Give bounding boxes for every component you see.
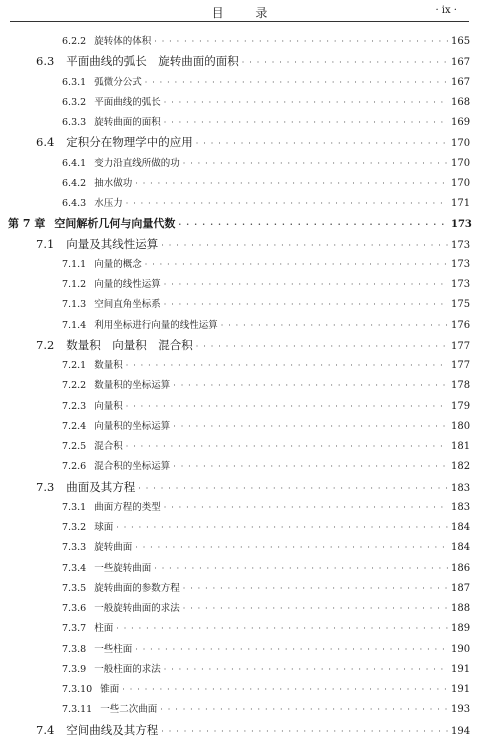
toc-entry-page: 184 [451, 522, 471, 533]
toc-entry-title: 一般旋转曲面的求法 [94, 603, 180, 614]
toc-subsection-entry[interactable] [0, 114, 479, 134]
toc-entry-number: 7.2.6 [62, 461, 87, 473]
toc-entry-page: 187 [451, 582, 471, 594]
toc-entry-title: 水压力 [94, 198, 123, 209]
toc-entry-number: 7.1.1 [62, 258, 87, 270]
toc-chapter-entry[interactable] [0, 215, 479, 235]
toc-entry-page: 170 [451, 157, 471, 169]
toc-entry-page: 182 [451, 461, 471, 473]
toc-entry-number: 6.3 [36, 54, 55, 69]
toc-entry-page: 176 [451, 319, 471, 331]
toc-entry-title: 柱面 [94, 623, 114, 635]
toc-entry-number: 7.2.1 [62, 360, 87, 371]
dot-leader [242, 58, 448, 67]
toc-entry-page: 167 [451, 57, 471, 69]
toc-entry-title: 旋转曲面的参数方程 [94, 582, 180, 594]
toc-subsection-entry[interactable] [0, 175, 479, 195]
dot-leader [164, 665, 448, 674]
header-rule [10, 21, 469, 22]
toc-subsection-entry[interactable] [0, 94, 479, 114]
toc-entry-page: 170 [451, 177, 471, 189]
toc-entry-number: 7.1 [36, 236, 55, 251]
toc-subsection-entry[interactable] [0, 377, 479, 397]
dot-leader [154, 37, 448, 46]
dot-leader [196, 342, 448, 351]
toc-entry-title: 一般柱面的求法 [94, 663, 161, 675]
toc-subsection-entry[interactable] [0, 256, 479, 276]
toc-entry-number: 6.4.2 [62, 177, 87, 189]
toc-subsection-entry[interactable] [0, 438, 479, 458]
toc-subsection-entry[interactable] [0, 519, 479, 539]
toc-entry-number: 7.2.4 [62, 420, 87, 432]
toc-entry-title: 旋转体的体积 [94, 36, 152, 47]
toc-section-entry[interactable] [0, 236, 479, 256]
toc-entry-title: 旋转曲面 [94, 542, 133, 554]
toc-subsection-entry[interactable] [0, 398, 479, 418]
toc-subsection-entry[interactable] [0, 499, 479, 519]
toc-entry-number: 7.3.8 [62, 643, 87, 655]
toc-entry-number: 7.3.7 [62, 623, 87, 635]
toc-entry-title: 平面曲线的弧长 [94, 96, 161, 108]
toc-entry-number: 7.1.3 [62, 299, 87, 311]
toc-entry-page: 191 [451, 663, 471, 675]
toc-section-entry[interactable] [0, 53, 479, 73]
toc-entry-page: 193 [451, 704, 471, 716]
toc-entry-number: 7.3.5 [62, 582, 87, 594]
toc-subsection-entry[interactable] [0, 155, 479, 175]
toc-entry-number: 6.4 [36, 135, 55, 150]
dot-leader [183, 159, 448, 168]
toc-entry-title: 空间曲线及其方程 [66, 722, 159, 737]
toc-entry-number: 7.2.5 [62, 441, 87, 452]
dot-leader [196, 139, 448, 148]
toc-subsection-entry[interactable] [0, 560, 479, 580]
toc-entry-page: 177 [451, 360, 471, 371]
toc-entry-number: 7.3.4 [62, 562, 87, 574]
toc-subsection-entry[interactable] [0, 580, 479, 600]
toc-subsection-entry[interactable] [0, 661, 479, 681]
toc-entry-page: 186 [451, 562, 471, 574]
toc-entry-number: 7.3.3 [62, 542, 87, 554]
dot-leader [126, 442, 448, 451]
toc-entry-number: 6.4.3 [62, 198, 87, 209]
toc-entry-title: 向量及其线性运算 [66, 236, 159, 251]
toc-subsection-entry[interactable] [0, 641, 479, 661]
toc-entry-title: 抽水做功 [94, 177, 133, 189]
toc-section-entry[interactable] [0, 134, 479, 154]
dot-leader [183, 604, 448, 613]
dot-leader [126, 402, 448, 411]
toc-subsection-entry[interactable] [0, 276, 479, 296]
dot-leader [116, 624, 448, 633]
dot-leader [164, 300, 448, 309]
toc-entry-page: 177 [451, 340, 471, 352]
toc-subsection-entry[interactable] [0, 33, 479, 53]
toc-entry-title: 空间直角坐标系 [94, 299, 161, 311]
toc-entry-title: 利用坐标进行向量的线性运算 [94, 319, 218, 331]
toc-entry-number: 7.4 [36, 722, 55, 737]
toc-entry-number: 第 7 章 [8, 217, 46, 231]
toc-entry-number: 7.2 [36, 337, 55, 352]
toc-entry-number: 6.3.1 [62, 76, 87, 88]
toc-entry-page: 188 [451, 603, 471, 614]
toc-section-entry[interactable] [0, 722, 479, 742]
toc-entry-page: 190 [451, 643, 471, 655]
toc-entry-number: 6.3.3 [62, 117, 87, 128]
toc-entry-page: 173 [451, 219, 472, 231]
toc-entry-page: 169 [451, 117, 471, 128]
dot-leader [161, 241, 448, 250]
page-header [0, 0, 479, 22]
toc-entry-title: 曲面方程的类型 [94, 501, 161, 513]
dot-leader [126, 361, 448, 370]
dot-leader [183, 584, 448, 593]
toc-subsection-entry[interactable] [0, 357, 479, 377]
toc-subsection-entry[interactable] [0, 418, 479, 438]
toc-entry-page: 168 [451, 96, 471, 108]
dot-leader [116, 523, 448, 532]
dot-leader [164, 98, 448, 107]
toc-entry-number: 7.3.2 [62, 522, 87, 533]
toc-entry-page: 173 [451, 258, 471, 270]
toc-entry-number: 7.2.3 [62, 400, 87, 412]
toc-entry-number: 6.2.2 [62, 36, 87, 47]
toc-entry-title: 曲面及其方程 [66, 479, 136, 494]
toc-entry-page: 173 [451, 279, 471, 290]
toc-entry-number: 7.3.9 [62, 663, 87, 675]
toc-entry-title: 定积分在物理学中的应用 [66, 135, 193, 150]
dot-leader [135, 543, 448, 552]
dot-leader [221, 321, 448, 330]
toc-entry-number: 7.3.10 [62, 684, 93, 695]
toc-entry-page: 183 [451, 482, 471, 494]
toc-entry-title: 平面曲线的弧长 旋转曲面的面积 [66, 54, 239, 69]
toc-entry-title: 弧微分公式 [94, 76, 142, 88]
toc-entry-number: 7.2.2 [62, 380, 87, 392]
dot-leader [164, 280, 448, 289]
toc-entry-page: 184 [451, 542, 471, 554]
toc-entry-page: 191 [451, 684, 471, 695]
dot-leader [122, 685, 448, 694]
dot-leader [164, 118, 448, 127]
dot-leader [173, 462, 448, 471]
toc-entry-number: 7.3 [36, 479, 55, 494]
toc-subsection-entry[interactable] [0, 600, 479, 620]
toc-entry-number: 6.3.2 [62, 96, 87, 108]
toc-entry-title: 一些旋转曲面 [94, 562, 152, 574]
toc-entry-title: 混合积 [94, 441, 123, 452]
toc-entry-page: 178 [451, 380, 471, 392]
table-of-contents [0, 33, 479, 742]
toc-entry-page: 173 [451, 239, 471, 251]
toc-entry-page: 189 [451, 623, 471, 635]
toc-subsection-entry[interactable] [0, 195, 479, 215]
toc-entry-title: 一些二次曲面 [100, 704, 158, 716]
toc-entry-page: 181 [451, 441, 471, 452]
toc-entry-title: 向量的概念 [94, 258, 142, 270]
toc-entry-page: 180 [451, 420, 471, 432]
toc-subsection-entry[interactable] [0, 74, 479, 94]
toc-subsection-entry[interactable] [0, 296, 479, 316]
dot-leader [138, 484, 448, 493]
toc-entry-title: 数量积 [94, 360, 123, 371]
toc-entry-title: 球面 [94, 522, 114, 533]
toc-entry-title: 变力沿直线所做的功 [94, 157, 180, 169]
toc-entry-title: 锥面 [100, 684, 120, 695]
header-title: 目 录 [211, 6, 282, 20]
toc-entry-title: 向量积 [94, 400, 123, 412]
toc-entry-title: 旋转曲面的面积 [94, 117, 161, 128]
toc-entry-title: 向量的线性运算 [94, 279, 161, 290]
toc-entry-title: 数量积 向量积 混合积 [66, 337, 193, 352]
dot-leader [154, 564, 448, 573]
toc-subsection-entry[interactable] [0, 539, 479, 559]
dot-leader [173, 381, 448, 390]
toc-subsection-entry[interactable] [0, 620, 479, 640]
toc-entry-page: 179 [451, 400, 471, 412]
dot-leader [135, 179, 448, 188]
toc-entry-title: 数量积的坐标运算 [94, 380, 171, 392]
toc-entry-number: 7.3.6 [62, 603, 87, 614]
toc-subsection-entry[interactable] [0, 701, 479, 721]
toc-subsection-entry[interactable] [0, 681, 479, 701]
header-page-number: · ix · [435, 5, 457, 16]
dot-leader [178, 219, 448, 229]
toc-entry-page: 194 [451, 725, 471, 737]
toc-entry-title: 一些柱面 [94, 643, 133, 655]
dot-leader [145, 260, 448, 269]
dot-leader [160, 705, 448, 714]
dot-leader [164, 503, 448, 512]
toc-entry-number: 6.4.1 [62, 157, 87, 169]
toc-entry-title: 空间解析几何与向量代数 [54, 217, 176, 231]
toc-subsection-entry[interactable] [0, 458, 479, 478]
toc-section-entry[interactable] [0, 337, 479, 357]
toc-entry-page: 171 [451, 198, 471, 209]
toc-entry-page: 183 [451, 501, 471, 513]
toc-entry-number: 7.3.1 [62, 501, 87, 513]
toc-entry-page: 170 [451, 138, 471, 150]
toc-entry-title: 向量积的坐标运算 [94, 420, 171, 432]
toc-entry-number: 7.3.11 [62, 704, 93, 716]
toc-entry-number: 7.1.4 [62, 319, 87, 331]
dot-leader [135, 645, 448, 654]
dot-leader [173, 422, 448, 431]
toc-entry-page: 167 [451, 76, 471, 88]
toc-section-entry[interactable] [0, 479, 479, 499]
dot-leader [145, 78, 448, 87]
toc-entry-title: 混合积的坐标运算 [94, 461, 171, 473]
toc-entry-page: 165 [451, 36, 471, 47]
toc-subsection-entry[interactable] [0, 317, 479, 337]
toc-entry-page: 175 [451, 299, 471, 311]
toc-entry-number: 7.1.2 [62, 279, 87, 290]
dot-leader [126, 199, 448, 208]
